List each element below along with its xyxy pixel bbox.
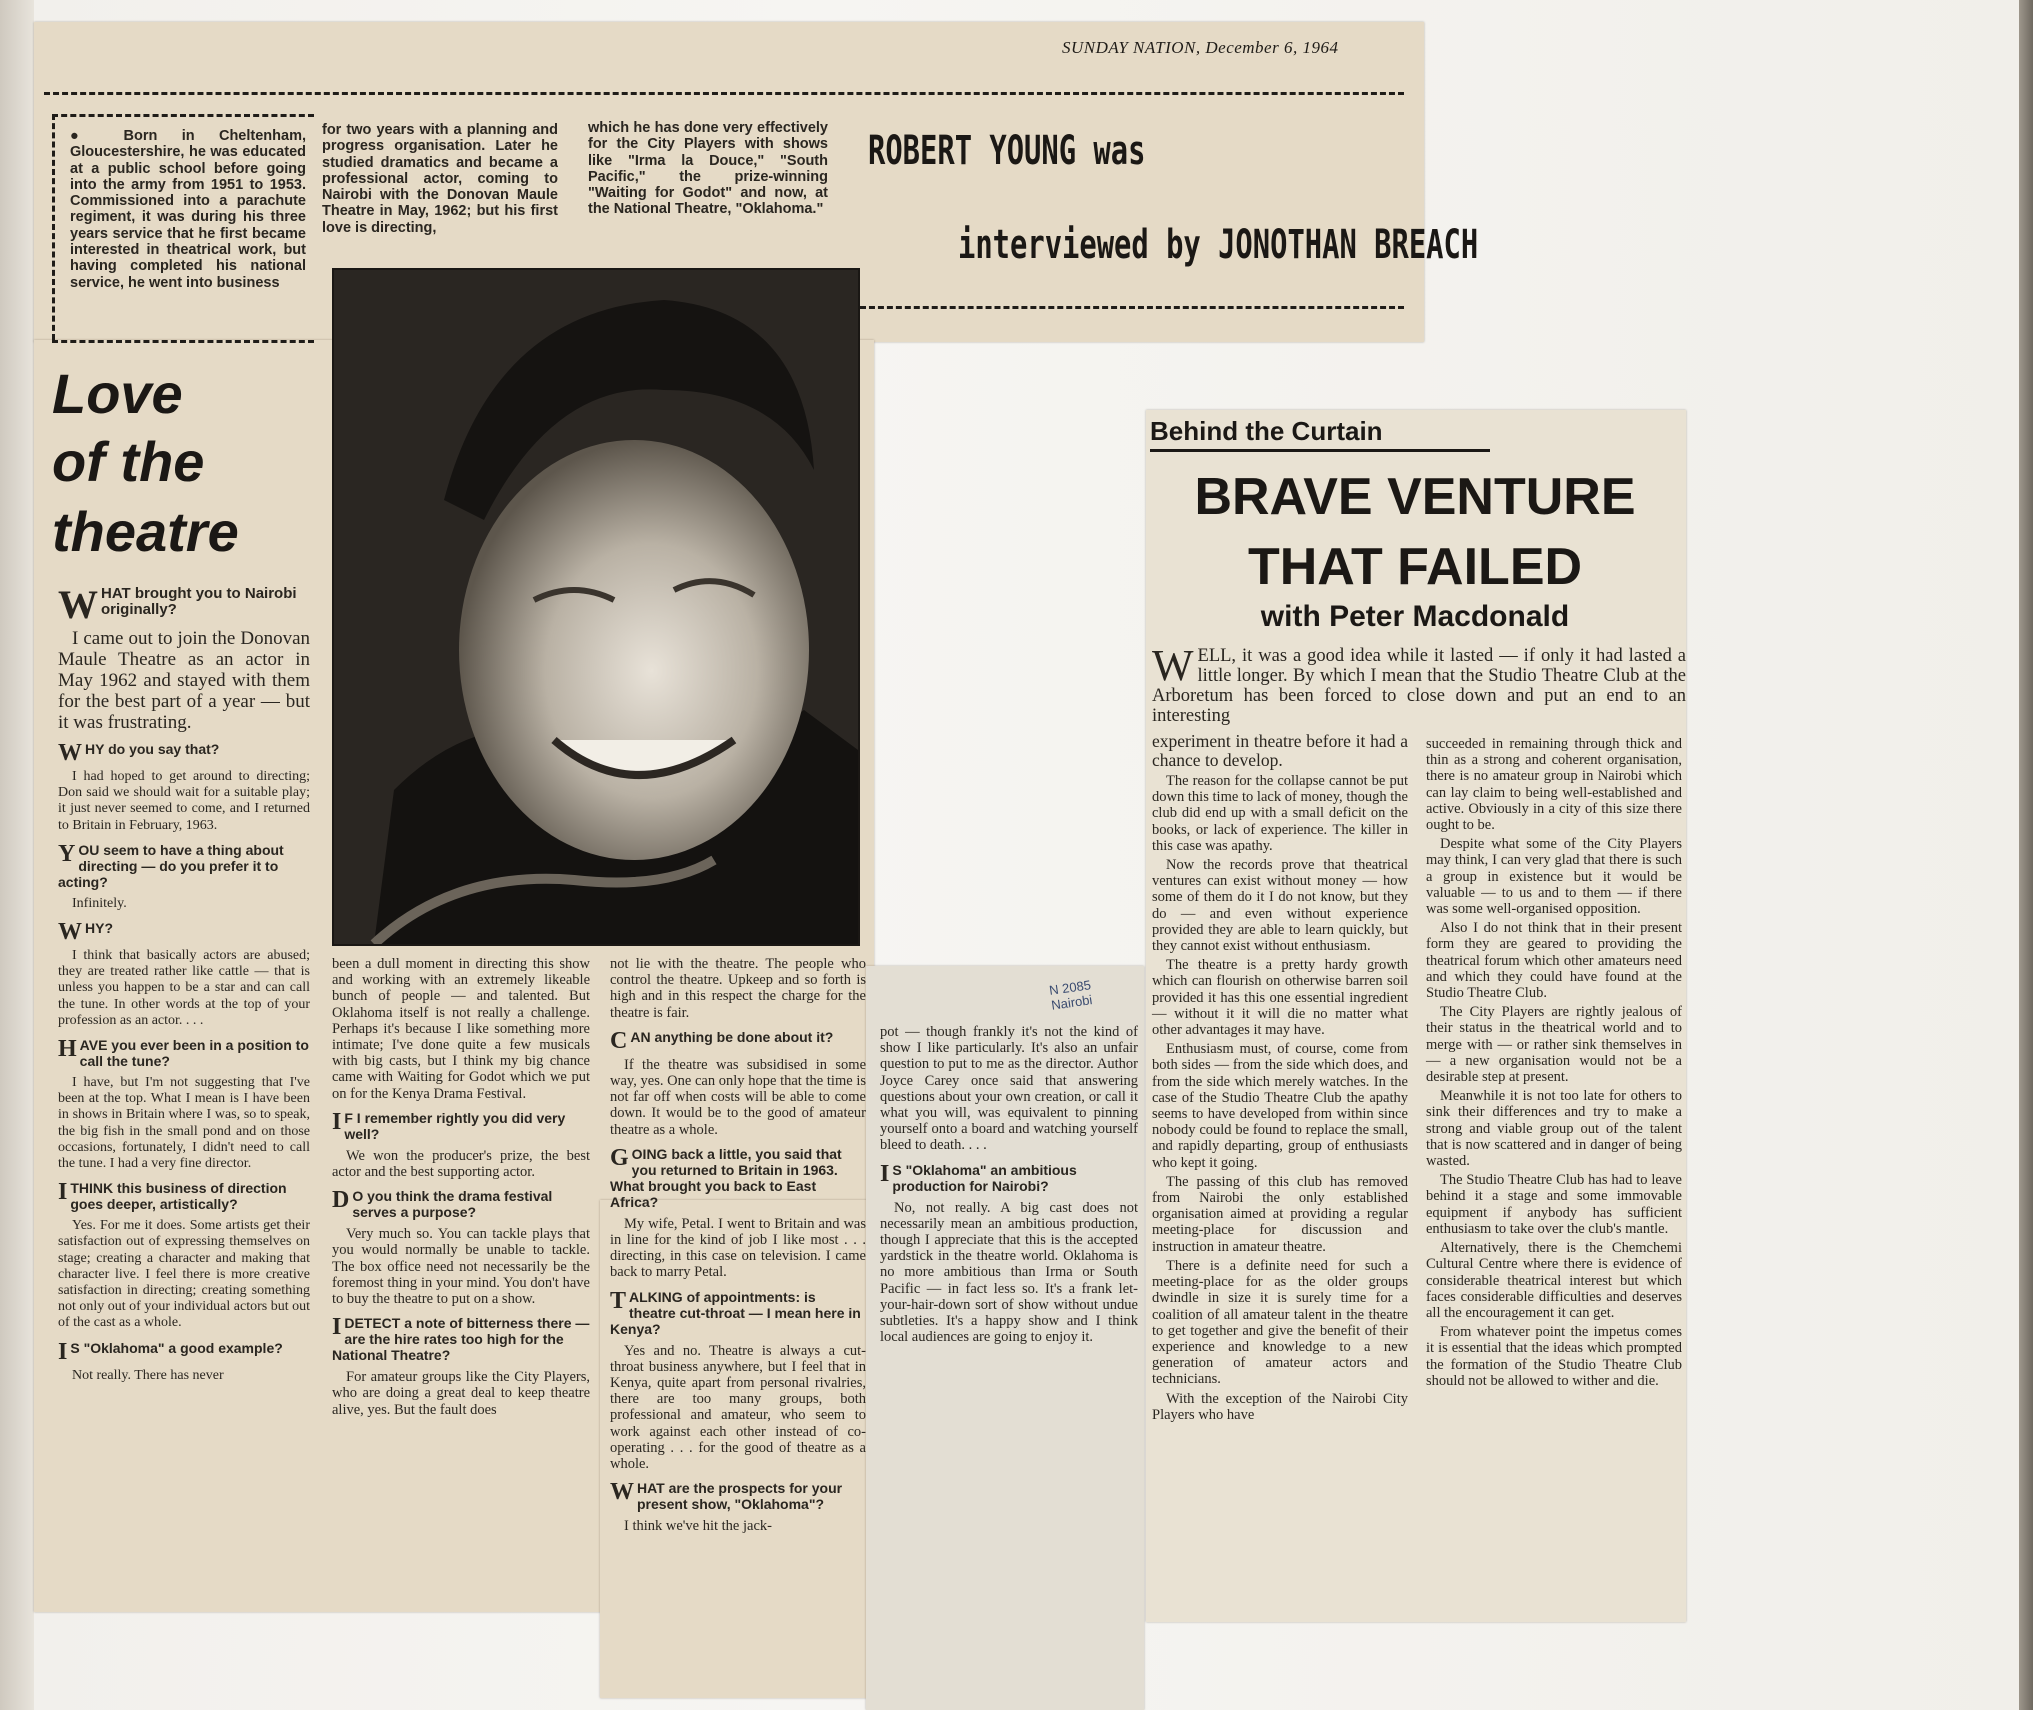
- bio-left-border: [52, 114, 55, 340]
- question: [58, 842, 310, 890]
- question-text: THINK this business of direction goes deeper, artistically?: [70, 1180, 287, 1213]
- answer-text: We won the producer's prize, the best actor and the best supporting actor.: [332, 1147, 590, 1181]
- answer-text: I think that basically actors are abused; they are treated rather like cattle — that is unless you happen to be a star and can call the tune. In other words at the top of your profession as an actor. . . .: [58, 948, 310, 1028]
- curtain-kicker: Behind the Curtain: [1150, 416, 1490, 452]
- curtain-column-2: [1426, 736, 1682, 1392]
- question: [332, 1188, 590, 1220]
- question: [610, 1289, 866, 1337]
- curtain-lead: [1152, 641, 1686, 726]
- lead-text: ELL, it was a good idea while it lasted — if only it had lasted a little longer. By which I mean that the Studio Theatre Club at the Arboretum has been forced to close down and put an end to an interesting: [1152, 646, 1686, 726]
- drop-cap: I: [58, 1338, 68, 1365]
- curtain-headline-line-2: THAT FAILED: [1247, 538, 1583, 596]
- question-text: O you think the drama festival serves a purpose?: [352, 1188, 553, 1221]
- drop-cap: I: [58, 1179, 68, 1206]
- answer-text: Yes and no. Theatre is always a cut-throat business anywhere, but I feel that in Kenya, quite apart from personal rivalries, there are too many groups, both professional and amateur, who seem to work against each other instead of co-operating . . . for the good of theatre as a whole.: [610, 1342, 866, 1473]
- question: [58, 1180, 310, 1212]
- answer-text: For amateur groups like the City Players, who are doing a great deal to keep theatre alive, yes. But the fault does: [332, 1369, 590, 1418]
- bio-top-border: [52, 114, 314, 117]
- answer-text: I think we've hit the jack-: [624, 1518, 772, 1535]
- answer-text: I came out to join the Donovan Maule Theatre as an actor in May 1962 and stayed with them for the best part of a year — but it was frustrating.: [58, 628, 310, 733]
- paragraph: The City Players are rightly jealous of their status in the theatrical world and to merge with — or rather sink themselves in — a new organisation would not be a desirable step at present.: [1426, 1004, 1682, 1086]
- question-text: OU seem to have a thing about directing — do you prefer it to acting?: [58, 841, 284, 890]
- interview-column-1: [58, 578, 310, 1387]
- bio-column-3: which he has done very effectively for the City Players with shows like "Irma la Douce," "South Pacific," the prize-winning "Waiting for Godot" and now, at the National Theatre, "Oklahoma.": [588, 120, 828, 218]
- bio-bottom-border: [52, 340, 314, 343]
- paragraph: The Studio Theatre Club has had to leave behind it a stage and some immovable equipment if anybody has sufficient enthusiasm to take over the club's mantle.: [1426, 1172, 1682, 1237]
- paragraph: Also I do not think that in their present form they are geared to providing the theatrical forum which other amateurs need and which they could have found at the Studio Theatre Club.: [1426, 920, 1682, 1002]
- drop-cap: I: [332, 1314, 342, 1341]
- mid-border: [860, 306, 1404, 309]
- interview-column-3: [610, 956, 866, 1537]
- answer-text: My wife, Petal. I went to Britain and was in line for the kind of job I like most . . . directing, in this case on television. I came back to marry Petal.: [610, 1215, 866, 1281]
- question-text: AN anything be done about it?: [630, 1028, 834, 1045]
- paragraph: With the exception of the Nairobi City Players who have: [1152, 1390, 1408, 1423]
- drop-cap: W: [58, 919, 82, 946]
- drop-cap: C: [610, 1027, 628, 1054]
- question: [58, 582, 310, 627]
- answer-text: If the theatre was subsidised in some way, yes. One can only hope that the time is not far off when costs will be able to come down. It would be to the good of amateur theatre as a whole.: [610, 1056, 866, 1138]
- question: [610, 1480, 866, 1512]
- answer-text: No, not really. A big cast does not necessarily mean an ambitious production, though I appreciate that this is the accepted yardstick in the theatre world. Oklahoma is no more ambitious than Irma or South Pacific — in fact less so. It's a frank let-your-hair-down sort of show without undue subtleties. It's a happy show and I think local audiences are going to enjoy it.: [880, 1199, 1138, 1346]
- answer-text: pot — though frankly it's not the kind of show I like particularly. It's also an unfair question to put to me as the director. Author Joyce Carey once said that answering questions about your own creation, or call it what you will, was equivalent to pinning yourself onto a board and watching yourself bleed to death. . . .: [880, 1024, 1138, 1154]
- dateline: SUNDAY NATION, December 6, 1964: [1062, 38, 1339, 57]
- love-title-line-1: Love: [52, 362, 183, 425]
- question-text: OING back a little, you said that you returned to Britain in 1963. What brought you back to East Africa?: [610, 1145, 842, 1210]
- drop-cap: W: [58, 740, 82, 766]
- answer-text: Infinitely.: [72, 895, 127, 911]
- paragraph: The passing of this club has removed from Nairobi the only established organisation aimed at providing a regular meeting-place for discussion and instruction in amateur theatre.: [1152, 1173, 1408, 1255]
- curtain-headline-line-1: BRAVE VENTURE: [1194, 468, 1636, 526]
- paragraph: Enthusiasm must, of course, come from both sides — from the side which does, and from the side which merely watches. In the case of the Studio Theatre Club the apathy seems to have developed from within since nobody could be found to replace the small, and rapidly departing, group of enthusiasts who kept it going.: [1152, 1041, 1408, 1171]
- paragraph: Meanwhile it is not too late for others to sink their differences and try to make a strong and viable group out of the talent that is now scattered and in danger of being wasted.: [1426, 1088, 1682, 1170]
- answer-text: I have, but I'm not suggesting that I've been at the top. What I mean is I have been in shows in Britain where I was, so to speak, the big fish in the small pond and on those occasions, fortunately, I didn't need to call the tune. I had a very fine director.: [58, 1075, 310, 1172]
- question: [880, 1162, 1138, 1194]
- bio-column-2: for two years with a planning and progress organisation. Later he studied dramatics and became a professional actor, coming to Nairobi with the Donovan Maule Theatre in May, 1962; but his first love is directing,: [322, 122, 558, 236]
- drop-cap: W: [58, 582, 98, 627]
- answer-text: Very much so. You can tackle plays that you would normally be unable to tackle. The box office need not necessarily be the foremost thing in your mind. You don't have to buy the theatre to put on a show.: [332, 1226, 590, 1308]
- paragraph: The theatre is a pretty hardy growth which can flourish on otherwise barren soil provided it has this one essential ingredient — without it it will die no matter what other advantages it may have.: [1152, 957, 1408, 1039]
- curtain-column-1: [1152, 732, 1408, 1426]
- answer-text: I had hoped to get around to directing; Don said we should wait for a suitable play; it just never seemed to come, and I returned to Britain in February, 1963.: [58, 769, 310, 833]
- question: [610, 1027, 866, 1054]
- paragraph: The reason for the collapse cannot be put down this time to lack of money, though the club did end up with a small deficit on the books, or lack of experience. The killer in this case was apathy.: [1152, 773, 1408, 854]
- drop-cap: W: [1152, 641, 1194, 690]
- interview-headline-line-1: ROBERT YOUNG was: [868, 128, 1146, 174]
- answer-text: Yes. For me it does. Some artists get their satisfaction out of expressing themselves on stage; creating a character and making that character live. I feel there is more creative satisfaction in directing; creating something not only out of your individual actors but out of the cast as a whole.: [58, 1218, 310, 1331]
- paragraph: There is a definite need for such a meeting-place for as the older groups dwindle in size it is surely time for a coalition of all amateur talent in the theatre to get together and give the benefit of their experience and knowledge to a new generation of amateur actors and technicians.: [1152, 1257, 1408, 1388]
- paragraph: Alternatively, there is the Chemchemi Cultural Centre where there is evidence of considerable theatrical interest but which faces considerable difficulties and deserves all the encouragement it can get.: [1426, 1240, 1682, 1321]
- drop-cap: T: [610, 1287, 627, 1314]
- question: [332, 1315, 590, 1363]
- question: [332, 1110, 590, 1142]
- love-title-line-3: theatre: [52, 500, 239, 563]
- paragraph: Now the records prove that theatrical ventures can exist without money — how some of them do it I do not know, but they do — and even without experience provided they are able to learn quickly, but they cannot exist without enthusiasm.: [1152, 857, 1408, 955]
- top-border: [44, 92, 1404, 95]
- archive-stamp: N 2085 Nairobi: [1048, 977, 1094, 1013]
- question-text: DETECT a note of bitterness there — are the hire rates too high for the National Theatre?: [332, 1315, 590, 1364]
- drop-cap: Y: [58, 840, 76, 867]
- drop-cap: I: [880, 1160, 890, 1187]
- drop-cap: H: [58, 1036, 77, 1063]
- drop-cap: I: [332, 1108, 342, 1135]
- drop-cap: D: [332, 1187, 350, 1214]
- question-text: S "Oklahoma" a good example?: [70, 1339, 283, 1356]
- interview-column-4: [880, 1024, 1138, 1348]
- robert-young-portrait: [332, 268, 860, 946]
- page-binding-edge: [0, 0, 34, 1710]
- paragraph: experiment in theatre before it had a chance to develop.: [1152, 731, 1408, 770]
- paragraph: succeeded in remaining through thick and thin as a strong and coherent organisation, there is no amateur group in Nairobi which can lay claim to being well-established and active. Obviously in a city of this size there ought to be.: [1426, 736, 1682, 834]
- question-text: HAT are the prospects for your present show, "Oklahoma"?: [637, 1480, 843, 1513]
- love-title-line-2: of the: [52, 430, 205, 493]
- question-text: ALKING of appointments: is theatre cut-throat — I mean here in Kenya?: [610, 1288, 861, 1337]
- curtain-byline: with Peter Macdonald: [1260, 600, 1570, 633]
- question-text: HY do you say that?: [85, 741, 220, 757]
- question-text: S "Oklahoma" an ambitious production for Nairobi?: [892, 1161, 1077, 1194]
- answer-text: not lie with the theatre. The people who control the theatre. Upkeep and so forth is high and in this respect the charge for the theatre is fair.: [610, 956, 866, 1021]
- answer-text: been a dull moment in directing this show and working with an extremely likeable bunch of people — and talented. But Oklahoma itself is not really a challenge. Perhaps it's because I like something more intimate; I've done quite a few musicals with big casts, but I think my big chance came with Waiting for Godot which we put on for the Kenya Drama Festival.: [332, 956, 590, 1102]
- bio-column-1: ● Born in Cheltenham, Gloucestershire, he was educated at a public school before going into the army from 1951 to 1953. Commissioned into a parachute regiment, it was during his three years service that he first became interested in theatrical work, but having completed his national service, he went into business: [70, 128, 306, 291]
- paragraph: From whatever point the impetus comes it is essential that the ideas which prompted the formation of the Studio Theatre Club should not be allowed to wither and die.: [1426, 1324, 1682, 1389]
- portrait-photo-icon: [334, 270, 858, 944]
- page-shadow-edge: [2019, 0, 2033, 1710]
- drop-cap: G: [610, 1144, 629, 1171]
- question-text: F I remember rightly you did very well?: [344, 1109, 566, 1142]
- question: [610, 1146, 866, 1210]
- interview-column-2: [332, 956, 590, 1421]
- question: [58, 919, 310, 946]
- drop-cap: W: [610, 1479, 634, 1506]
- question-text: AVE you ever been in a position to call the tune?: [79, 1037, 309, 1070]
- interview-headline-line-2: interviewed by JONOTHAN BREACH: [958, 222, 1479, 268]
- question: [58, 740, 310, 766]
- answer-text: Not really. There has never: [72, 1367, 224, 1383]
- paragraph: Despite what some of the City Players may think, I can very glad that there is such a group in existence but it would be valuable — to us and to them — if there was some well-organised opposition.: [1426, 836, 1682, 918]
- question: [58, 1338, 310, 1365]
- question-text: HAT brought you to Nairobi originally?: [101, 585, 297, 618]
- question: [58, 1037, 310, 1069]
- question-text: HY?: [85, 920, 113, 937]
